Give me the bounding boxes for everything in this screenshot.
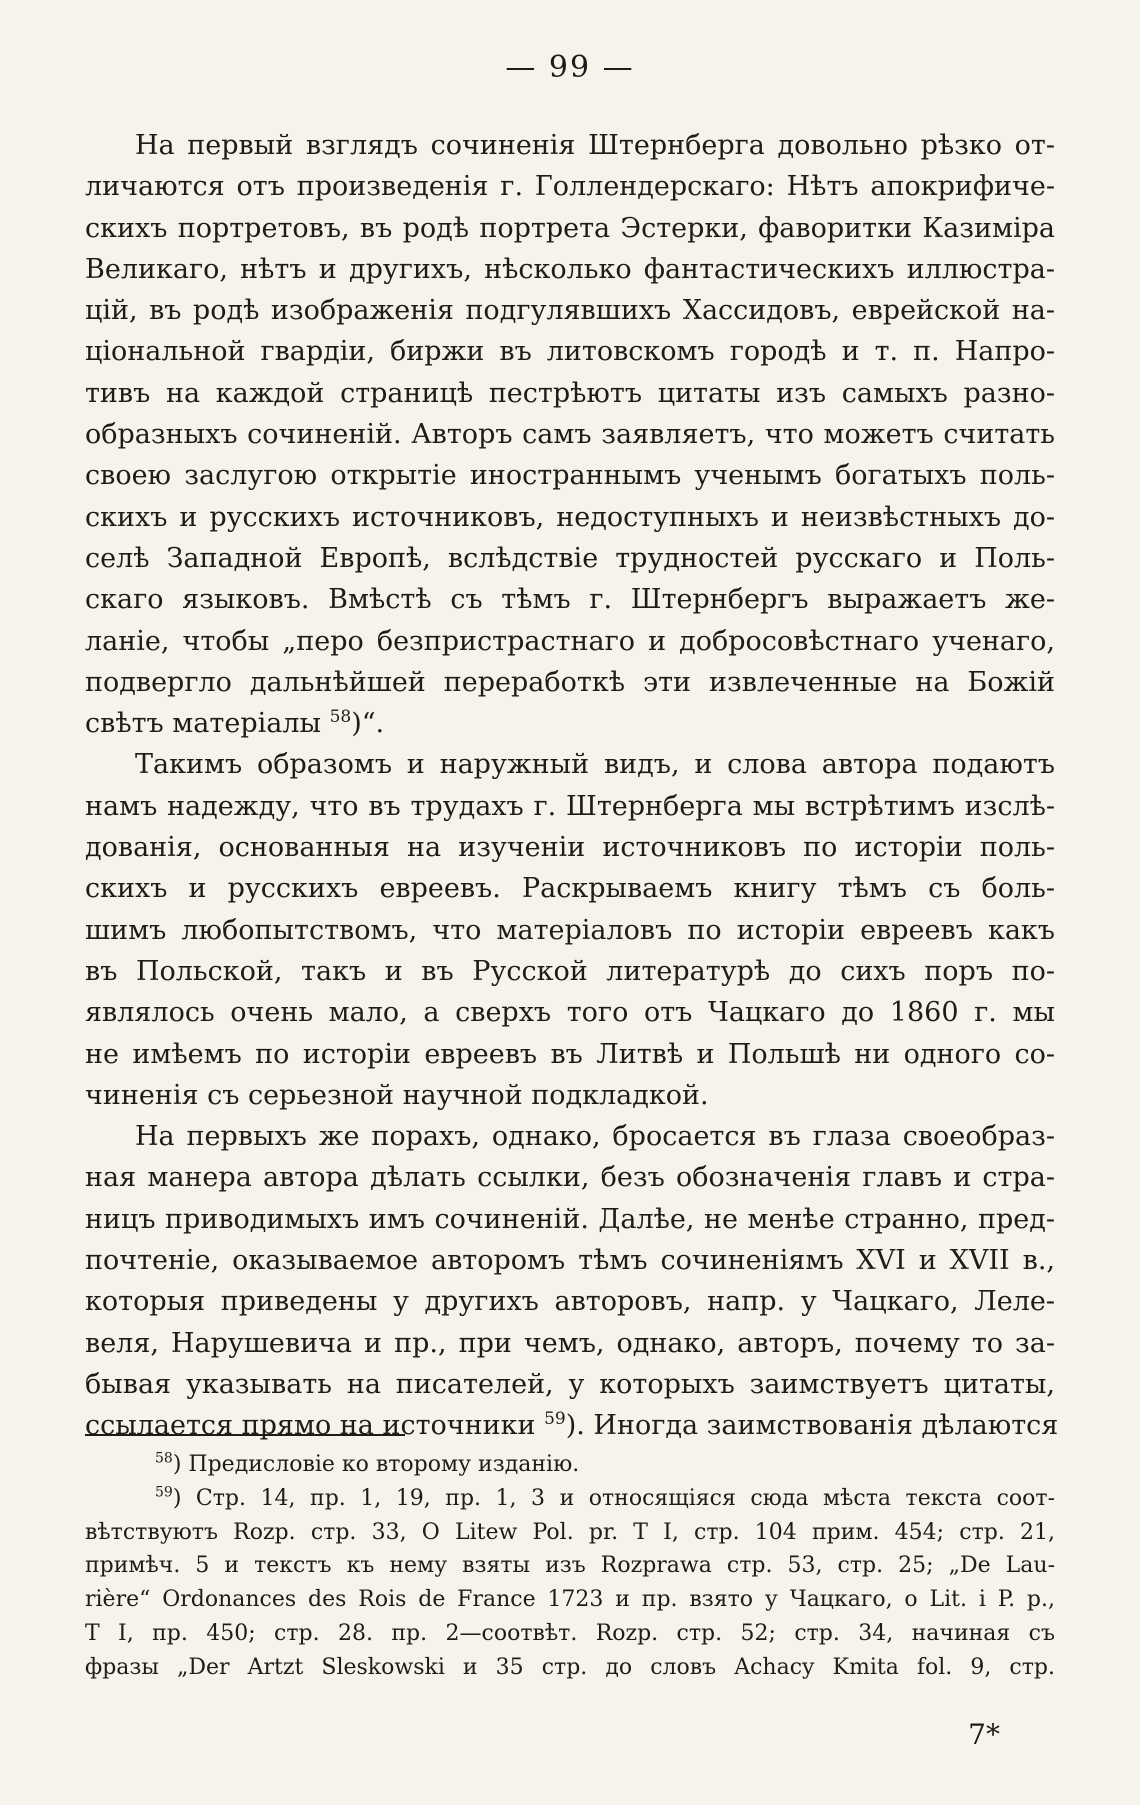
- text-line: личаются отъ произведенія г. Голлендерскаго: Нѣтъ апокрифиче-: [85, 171, 1055, 203]
- footnote-line: фразы „Der Artzt Sleskowski и 35 стр. до словъ Achacy Kmita fol. 9, стр.: [85, 1654, 1055, 1680]
- footnote-marker: 58: [155, 1450, 173, 1467]
- text-fragment: свѣтъ матеріалы: [85, 708, 330, 740]
- text-line: веля, Нарушевича и пр., при чемъ, однако, авторъ, почему то за-: [85, 1327, 1055, 1359]
- text-line: скихъ и русскихъ евреевъ. Раскрываемъ книгу тѣмъ съ боль-: [85, 873, 1055, 905]
- text-line: скихъ и русскихъ источниковъ, недоступныхъ и неизвѣстныхъ до-: [85, 501, 1055, 533]
- text-fragment: )“.: [351, 708, 385, 740]
- text-line: почтеніе, оказываемое авторомъ тѣмъ сочиненіямъ XVI и XVII в.,: [85, 1245, 1055, 1277]
- text-line: селѣ Западной Европѣ, вслѣдствіе трудностей русскаго и Поль-: [85, 542, 1055, 574]
- signature-mark: 7*: [968, 1718, 1000, 1751]
- paragraph-2: [85, 744, 1055, 1116]
- footnote-text: ) Предисловіе ко второму изданію.: [172, 1452, 580, 1477]
- footnote-ref-58[interactable]: 58: [329, 707, 352, 728]
- paragraph-1: [85, 125, 1055, 744]
- text-line: являлось очень мало, а сверхъ того отъ Чацкаго до 1860 г. мы: [85, 997, 1055, 1029]
- text-line: своею заслугою открытіе иностраннымъ ученымъ богатыхъ поль-: [85, 460, 1055, 492]
- footnote-marker: 59: [155, 1484, 173, 1501]
- text-line: ланіе, чтобы „перо безпристрастнаго и добросовѣстнаго ученаго,: [85, 625, 1055, 657]
- footnotes: [85, 1448, 1055, 1685]
- text-line: которыя приведены у другихъ авторовъ, напр. у Чацкаго, Леле-: [85, 1286, 1055, 1318]
- text-line: ницъ приводимыхъ имъ сочиненій. Далѣе, не менѣе странно, пред-: [85, 1203, 1055, 1235]
- footnote-line: примѣч. 5 и текстъ къ нему взяты изъ Rozprawa стр. 53, стр. 25; „De Lau-: [85, 1553, 1055, 1579]
- text-fragment: ). Иногда заимствованія дѣлаются: [565, 1410, 1059, 1442]
- text-line: дованія, основанныя на изученіи источниковъ по исторіи поль-: [85, 832, 1055, 864]
- main-text: [85, 125, 1059, 1447]
- text-line: ная манера автора дѣлать ссылки, безъ обозначенія главъ и стра-: [85, 1162, 1055, 1194]
- footnote-58: [85, 1448, 1055, 1482]
- text-line: цій, въ родѣ изображенія подгулявшихъ Хассидовъ, еврейской на-: [85, 295, 1055, 327]
- text-line: тивъ на каждой страницѣ пестрѣютъ цитаты изъ самыхъ разно-: [85, 377, 1055, 409]
- text-line: не имѣемъ по исторіи евреевъ въ Литвѣ и Польшѣ ни одного со-: [85, 1038, 1055, 1070]
- text-line: подвергло дальнѣйшей переработкѣ эти извлеченные на Божій: [85, 666, 1055, 698]
- text-line: скихъ портретовъ, въ родѣ портрета Эстерки, фаворитки Казиміра: [85, 212, 1055, 244]
- text-line: [85, 703, 1055, 744]
- text-line: намъ надежду, что въ трудахъ г. Штернберга мы встрѣтимъ изслѣ-: [85, 790, 1055, 822]
- paragraph-3: [85, 1116, 1059, 1446]
- page-number: — 99 —: [505, 50, 635, 85]
- text-line: бывая указывать на писателей, у которыхъ заимствуетъ цитаты,: [85, 1368, 1055, 1400]
- footnote-ref-59[interactable]: 59: [544, 1409, 566, 1430]
- footnote-line: rière“ Ordonances des Rois de France 1723 и пр. взято у Чацкаго, o Lit. i P. p.,: [85, 1587, 1055, 1613]
- text-line: Такимъ образомъ и наружный видъ, и слова автора подаютъ: [135, 749, 1055, 781]
- text-line: На первый взглядъ сочиненія Штернберга довольно рѣзко от-: [135, 130, 1055, 161]
- footnote-line: T I, пр. 450; стр. 28. пр. 2—соотвѣт. Rozp. стр. 52; стр. 34, начиная съ: [85, 1620, 1055, 1646]
- text-line: въ Польской, такъ и въ Русской литературѣ до сихъ поръ по-: [85, 955, 1055, 987]
- text-line: На первыхъ же порахъ, однако, бросается въ глаза своеобраз-: [135, 1121, 1055, 1153]
- text-line: скаго языковъ. Вмѣстѣ съ тѣмъ г. Штернбергъ выражаетъ же-: [85, 584, 1055, 616]
- text-line: чиненія съ серьезной научной подкладкой.: [85, 1079, 709, 1111]
- footnote-59: [85, 1482, 1055, 1516]
- text-line: [85, 1405, 1059, 1446]
- text-fragment: ссылается прямо на источники: [85, 1410, 545, 1442]
- text-line: ціональной гвардіи, биржи въ литовскомъ городѣ и т. п. Напро-: [85, 336, 1055, 368]
- text-line: Великаго, нѣтъ и другихъ, нѣсколько фантастическихъ иллюстра-: [85, 253, 1055, 285]
- text-line: шимъ любопытствомъ, что матеріаловъ по исторіи евреевъ какъ: [85, 914, 1055, 946]
- footnote-text: ) Стр. 14, пр. 1, 19, пр. 1, 3 и относящіяся сюда мѣста текста соот-: [172, 1485, 1055, 1511]
- footnote-line: вѣтствуютъ Rozp. стр. 33, O Litew Pol. pr. T I, стр. 104 прим. 454; стр. 21,: [85, 1519, 1055, 1545]
- text-line: образныхъ сочиненій. Авторъ самъ заявляетъ, что можетъ считать: [85, 419, 1055, 451]
- footnote-separator: [85, 1434, 405, 1436]
